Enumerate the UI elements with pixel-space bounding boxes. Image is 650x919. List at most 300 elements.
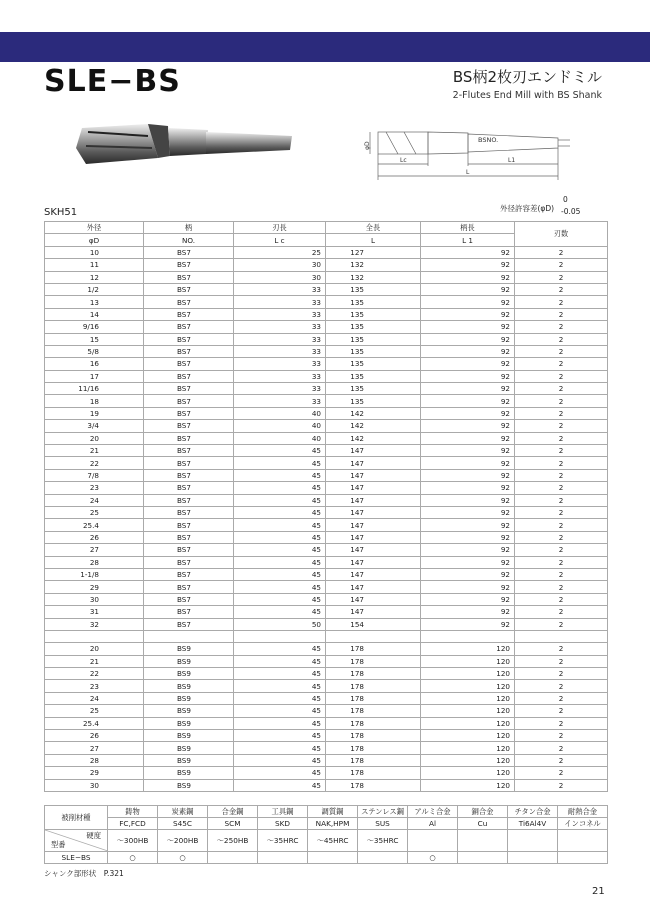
material-grade-cell: Cu	[458, 818, 508, 830]
shank-no-cell: BS7	[144, 246, 234, 258]
sub-overall-length: L	[326, 234, 421, 246]
table-row	[45, 593, 608, 605]
shank-no-cell: BS7	[144, 494, 234, 506]
flute-length-cell: 45	[234, 754, 326, 766]
table-row	[45, 271, 608, 283]
diameter-cell: 15	[45, 333, 144, 345]
flute-length-cell: 45	[234, 556, 326, 568]
flute-length-cell: 33	[234, 395, 326, 407]
table-row	[45, 568, 608, 580]
flutes-cell: 2	[515, 432, 608, 444]
shank-length-cell: 92	[421, 296, 515, 308]
hardness-model-header	[45, 830, 108, 852]
shank-no-cell: BS7	[144, 296, 234, 308]
overall-length-cell: 135	[326, 358, 421, 370]
material-grade-cell: SKD	[258, 818, 308, 830]
suitability-cell	[458, 852, 508, 864]
lc-label: Lc	[400, 157, 407, 164]
table-row	[45, 680, 608, 692]
shank-length-cell: 92	[421, 370, 515, 382]
diameter-cell: 28	[45, 556, 144, 568]
shank-length-cell: 92	[421, 420, 515, 432]
table-row	[45, 531, 608, 543]
table-row	[45, 283, 608, 295]
shank-no-cell: BS7	[144, 556, 234, 568]
shank-no-cell: BS9	[144, 643, 234, 655]
flutes-cell: 2	[515, 321, 608, 333]
table-row	[45, 321, 608, 333]
diameter-cell: 20	[45, 432, 144, 444]
flutes-cell: 2	[515, 618, 608, 630]
flute-length-cell: 45	[234, 655, 326, 667]
table-row	[45, 333, 608, 345]
flutes-cell: 2	[515, 246, 608, 258]
diameter-cell	[45, 630, 144, 642]
overall-length-cell: 142	[326, 432, 421, 444]
diameter-cell: 23	[45, 482, 144, 494]
tolerance-label: 外径許容差(φD)	[500, 204, 555, 213]
flutes-cell: 2	[515, 742, 608, 754]
flutes-cell: 2	[515, 296, 608, 308]
flute-length-cell: 33	[234, 308, 326, 320]
overall-length-cell: 178	[326, 680, 421, 692]
table-row	[45, 606, 608, 618]
flutes-cell: 2	[515, 494, 608, 506]
table-row	[45, 494, 608, 506]
sub-flute-length: L c	[234, 234, 326, 246]
flute-length-cell: 45	[234, 581, 326, 593]
flute-length-cell: 45	[234, 767, 326, 779]
hardness-cell: 〜45HRC	[308, 830, 358, 852]
suitability-cell	[558, 852, 608, 864]
overall-length-cell: 147	[326, 556, 421, 568]
overall-length-cell: 135	[326, 333, 421, 345]
material-grade-cell: S45C	[158, 818, 208, 830]
flutes-cell: 2	[515, 568, 608, 580]
shank-no-cell: BS7	[144, 308, 234, 320]
shank-length-cell: 92	[421, 407, 515, 419]
material-name: チタン合金	[508, 806, 558, 818]
diameter-cell: 7/8	[45, 469, 144, 481]
shank-length-cell: 92	[421, 283, 515, 295]
flute-length-cell: 45	[234, 506, 326, 518]
diameter-cell: 26	[45, 730, 144, 742]
flutes-cell: 2	[515, 531, 608, 543]
shank-length-cell: 92	[421, 383, 515, 395]
diameter-label: φD	[364, 141, 371, 150]
shank-no-cell: BS9	[144, 668, 234, 680]
diameter-cell: 24	[45, 692, 144, 704]
flute-length-cell: 30	[234, 271, 326, 283]
shank-no-cell: BS7	[144, 432, 234, 444]
overall-length-cell: 135	[326, 308, 421, 320]
flute-length-cell: 33	[234, 370, 326, 382]
suitability-cell	[358, 852, 408, 864]
table-row	[45, 730, 608, 742]
shank-no-cell: BS7	[144, 618, 234, 630]
flute-length-cell: 45	[234, 494, 326, 506]
flutes-cell: 2	[515, 271, 608, 283]
flutes-cell: 2	[515, 259, 608, 271]
table-row	[45, 705, 608, 717]
flutes-cell: 2	[515, 469, 608, 481]
flute-length-cell: 45	[234, 692, 326, 704]
material-grade-cell: NAK,HPM	[308, 818, 358, 830]
material-grade-cell: Al	[408, 818, 458, 830]
diameter-cell: 26	[45, 531, 144, 543]
flutes-cell: 2	[515, 680, 608, 692]
shank-length-cell: 92	[421, 618, 515, 630]
diameter-cell: 18	[45, 395, 144, 407]
shank-no-cell: BS7	[144, 469, 234, 481]
shank-length-cell: 92	[421, 581, 515, 593]
overall-length-cell: 135	[326, 296, 421, 308]
shank-length-cell: 92	[421, 457, 515, 469]
flute-length-cell: 33	[234, 283, 326, 295]
material-grade: SKH51	[44, 207, 78, 218]
shank-length-cell: 92	[421, 593, 515, 605]
overall-length-cell: 142	[326, 407, 421, 419]
diameter-cell: 1-1/8	[45, 568, 144, 580]
shank-length-cell: 92	[421, 506, 515, 518]
diameter-cell: 21	[45, 655, 144, 667]
diameter-cell: 1/2	[45, 283, 144, 295]
shank-length-cell: 92	[421, 308, 515, 320]
overall-length-cell: 147	[326, 593, 421, 605]
flute-length-cell: 45	[234, 705, 326, 717]
flute-length-cell: 45	[234, 519, 326, 531]
japanese-title: BS柄2枚刃エンドミル	[452, 68, 602, 86]
diameter-cell: 27	[45, 544, 144, 556]
overall-length-cell: 178	[326, 742, 421, 754]
diameter-cell: 11	[45, 259, 144, 271]
flutes-cell: 2	[515, 407, 608, 419]
material-grade-cell: Ti6Al4V	[508, 818, 558, 830]
diameter-cell: 29	[45, 581, 144, 593]
flutes-cell: 2	[515, 581, 608, 593]
sub-diameter: φD	[45, 234, 144, 246]
overall-length-cell: 135	[326, 383, 421, 395]
shank-no-cell: BS7	[144, 519, 234, 531]
flutes-cell: 2	[515, 457, 608, 469]
flute-length-cell: 45	[234, 680, 326, 692]
bsno-label: BSNO.	[478, 136, 499, 144]
flutes-cell: 2	[515, 717, 608, 729]
english-title: 2-Flutes End Mill with BS Shank	[452, 90, 602, 101]
shank-length-cell: 92	[421, 271, 515, 283]
flutes-cell: 2	[515, 705, 608, 717]
table-row	[45, 767, 608, 779]
table-row	[45, 779, 608, 791]
diameter-cell: 25.4	[45, 717, 144, 729]
col-shank-length: 柄長	[421, 222, 515, 234]
table-row	[45, 643, 608, 655]
shank-no-cell: BS9	[144, 717, 234, 729]
diameter-cell: 23	[45, 680, 144, 692]
shank-length-cell: 120	[421, 742, 515, 754]
table-row	[45, 358, 608, 370]
shank-length-cell: 92	[421, 246, 515, 258]
flutes-cell: 2	[515, 692, 608, 704]
diameter-cell: 14	[45, 308, 144, 320]
diameter-cell: 16	[45, 358, 144, 370]
material-name: 調質鋼	[308, 806, 358, 818]
material-name: アルミ合金	[408, 806, 458, 818]
shank-length-cell: 120	[421, 767, 515, 779]
shank-no-cell	[144, 630, 234, 642]
flutes-cell: 2	[515, 606, 608, 618]
flutes-cell: 2	[515, 754, 608, 766]
shank-no-cell: BS9	[144, 655, 234, 667]
suitability-cell	[258, 852, 308, 864]
hardness-cell	[408, 830, 458, 852]
overall-length-cell: 147	[326, 445, 421, 457]
diameter-cell: 10	[45, 246, 144, 258]
table-row	[45, 506, 608, 518]
material-name: 耐熱合金	[558, 806, 608, 818]
diameter-cell: 22	[45, 457, 144, 469]
shank-length-cell: 92	[421, 345, 515, 357]
shank-no-cell: BS9	[144, 680, 234, 692]
shank-no-cell: BS7	[144, 383, 234, 395]
shank-no-cell: BS7	[144, 544, 234, 556]
hardness-cell	[558, 830, 608, 852]
table-row	[45, 259, 608, 271]
shank-no-cell: BS9	[144, 730, 234, 742]
shank-length-cell: 120	[421, 754, 515, 766]
overall-length-cell: 147	[326, 568, 421, 580]
table-row	[45, 519, 608, 531]
overall-length-cell: 132	[326, 259, 421, 271]
flute-length-cell: 45	[234, 593, 326, 605]
overall-length-cell: 135	[326, 395, 421, 407]
diameter-cell: 30	[45, 593, 144, 605]
flutes-cell: 2	[515, 370, 608, 382]
shank-length-cell: 120	[421, 705, 515, 717]
flutes-cell: 2	[515, 544, 608, 556]
flute-length-cell	[234, 630, 326, 642]
shank-no-cell: BS7	[144, 259, 234, 271]
flutes-cell: 2	[515, 345, 608, 357]
suitability-cell	[308, 852, 358, 864]
shank-length-cell: 92	[421, 531, 515, 543]
flute-length-cell: 33	[234, 296, 326, 308]
l1-label: L1	[508, 157, 516, 164]
shank-no-cell: BS7	[144, 531, 234, 543]
diameter-cell: 19	[45, 407, 144, 419]
overall-length-cell: 135	[326, 321, 421, 333]
workpiece-label: 被削材種	[45, 806, 108, 830]
overall-length-cell: 178	[326, 655, 421, 667]
flute-length-cell: 33	[234, 358, 326, 370]
sub-shank-length: L 1	[421, 234, 515, 246]
l-label: L	[466, 169, 470, 176]
flutes-cell: 2	[515, 445, 608, 457]
shank-no-cell: BS7	[144, 568, 234, 580]
col-overall-length: 全長	[326, 222, 421, 234]
shank-shape-reference: シャンク部形状 P.321	[44, 869, 124, 878]
shank-length-cell: 120	[421, 692, 515, 704]
flutes-cell: 2	[515, 779, 608, 791]
col-shank: 柄	[144, 222, 234, 234]
overall-length-cell: 135	[326, 345, 421, 357]
flute-length-cell: 45	[234, 717, 326, 729]
table-row	[45, 370, 608, 382]
diameter-cell: 9/16	[45, 321, 144, 333]
overall-length-cell: 147	[326, 457, 421, 469]
flutes-cell: 2	[515, 643, 608, 655]
overall-length-cell: 178	[326, 643, 421, 655]
table-row	[45, 308, 608, 320]
flutes-cell: 2	[515, 767, 608, 779]
overall-length-cell: 178	[326, 668, 421, 680]
table-row	[45, 420, 608, 432]
overall-length-cell: 178	[326, 692, 421, 704]
material-name: 工具鋼	[258, 806, 308, 818]
shank-no-cell: BS9	[144, 779, 234, 791]
hardness-cell: 〜250HB	[208, 830, 258, 852]
flute-length-cell: 45	[234, 568, 326, 580]
dimension-drawing	[358, 122, 573, 184]
diameter-cell: 5/8	[45, 345, 144, 357]
flute-length-cell: 45	[234, 544, 326, 556]
diameter-cell: 25	[45, 506, 144, 518]
diameter-cell: 30	[45, 779, 144, 791]
diameter-cell: 25.4	[45, 519, 144, 531]
shank-no-cell: BS7	[144, 606, 234, 618]
flutes-cell: 2	[515, 730, 608, 742]
hardness-cell: 〜35HRC	[258, 830, 308, 852]
material-grade-cell: SCM	[208, 818, 258, 830]
material-name: 炭素鋼	[158, 806, 208, 818]
flute-length-cell: 45	[234, 482, 326, 494]
diameter-cell: 3/4	[45, 420, 144, 432]
diameter-cell: 20	[45, 643, 144, 655]
hardness-cell: 〜200HB	[158, 830, 208, 852]
overall-length-cell: 147	[326, 581, 421, 593]
flutes-cell: 2	[515, 556, 608, 568]
flutes-cell: 2	[515, 358, 608, 370]
table-row	[45, 246, 608, 258]
overall-length-cell: 178	[326, 730, 421, 742]
overall-length-cell: 142	[326, 420, 421, 432]
diameter-cell: 25	[45, 705, 144, 717]
shank-length-cell: 92	[421, 544, 515, 556]
flute-length-cell: 33	[234, 321, 326, 333]
table-row	[45, 717, 608, 729]
shank-no-cell: BS9	[144, 754, 234, 766]
overall-length-cell: 147	[326, 482, 421, 494]
table-row	[45, 618, 608, 630]
shank-length-cell: 120	[421, 730, 515, 742]
shank-length-cell	[421, 630, 515, 642]
flute-length-cell: 45	[234, 606, 326, 618]
diameter-cell: 11/16	[45, 383, 144, 395]
shank-no-cell: BS7	[144, 593, 234, 605]
overall-length-cell	[326, 630, 421, 642]
table-row	[45, 482, 608, 494]
suitability-cell: ○	[108, 852, 158, 864]
flutes-cell: 2	[515, 655, 608, 667]
col-flutes: 刃数	[515, 222, 608, 247]
shank-no-cell: BS7	[144, 358, 234, 370]
shank-length-cell: 92	[421, 395, 515, 407]
overall-length-cell: 147	[326, 606, 421, 618]
shank-length-cell: 120	[421, 668, 515, 680]
flute-length-cell: 40	[234, 407, 326, 419]
flutes-cell: 2	[515, 383, 608, 395]
shank-no-cell: BS7	[144, 420, 234, 432]
suitability-cell: ○	[158, 852, 208, 864]
diameter-cell: 29	[45, 767, 144, 779]
flute-length-cell: 33	[234, 333, 326, 345]
flute-length-cell: 45	[234, 730, 326, 742]
tolerance-upper: 0	[563, 195, 568, 204]
flutes-cell: 2	[515, 333, 608, 345]
shank-no-cell: BS7	[144, 271, 234, 283]
material-grade-cell: FC,FCD	[108, 818, 158, 830]
overall-length-cell: 147	[326, 469, 421, 481]
table-row	[45, 754, 608, 766]
overall-length-cell: 147	[326, 494, 421, 506]
diameter-cell: 12	[45, 271, 144, 283]
table-row	[45, 556, 608, 568]
flute-length-cell: 40	[234, 432, 326, 444]
overall-length-cell: 135	[326, 283, 421, 295]
table-row	[45, 544, 608, 556]
hardness-cell: 〜35HRC	[358, 830, 408, 852]
flutes-cell	[515, 630, 608, 642]
hardness-label: 硬度	[86, 831, 101, 840]
diameter-cell: 28	[45, 754, 144, 766]
shank-no-cell: BS7	[144, 370, 234, 382]
table-row	[45, 432, 608, 444]
shank-no-cell: BS7	[144, 581, 234, 593]
flute-length-cell: 45	[234, 457, 326, 469]
shank-length-cell: 92	[421, 321, 515, 333]
shank-length-cell: 120	[421, 680, 515, 692]
shank-length-cell: 92	[421, 568, 515, 580]
shank-no-cell: BS7	[144, 457, 234, 469]
shank-no-cell: BS7	[144, 345, 234, 357]
shank-length-cell: 92	[421, 358, 515, 370]
shank-length-cell: 120	[421, 643, 515, 655]
material-name: ステンレス鋼	[358, 806, 408, 818]
shank-no-cell: BS7	[144, 321, 234, 333]
flute-length-cell: 45	[234, 469, 326, 481]
flute-length-cell: 33	[234, 383, 326, 395]
suitability-cell	[208, 852, 258, 864]
diameter-cell: 27	[45, 742, 144, 754]
table-row	[45, 296, 608, 308]
flutes-cell: 2	[515, 308, 608, 320]
materials-table	[44, 805, 608, 864]
overall-length-cell: 147	[326, 506, 421, 518]
table-row	[45, 395, 608, 407]
diameter-cell: 32	[45, 618, 144, 630]
table-row	[45, 445, 608, 457]
shank-length-cell: 92	[421, 469, 515, 481]
table-row	[45, 469, 608, 481]
end-mill-photo	[68, 112, 298, 174]
diameter-cell: 13	[45, 296, 144, 308]
overall-length-cell: 178	[326, 717, 421, 729]
flute-length-cell: 50	[234, 618, 326, 630]
shank-length-cell: 92	[421, 606, 515, 618]
shank-no-cell: BS7	[144, 506, 234, 518]
suitability-cell: ○	[408, 852, 458, 864]
material-grade-cell: インコネル	[558, 818, 608, 830]
